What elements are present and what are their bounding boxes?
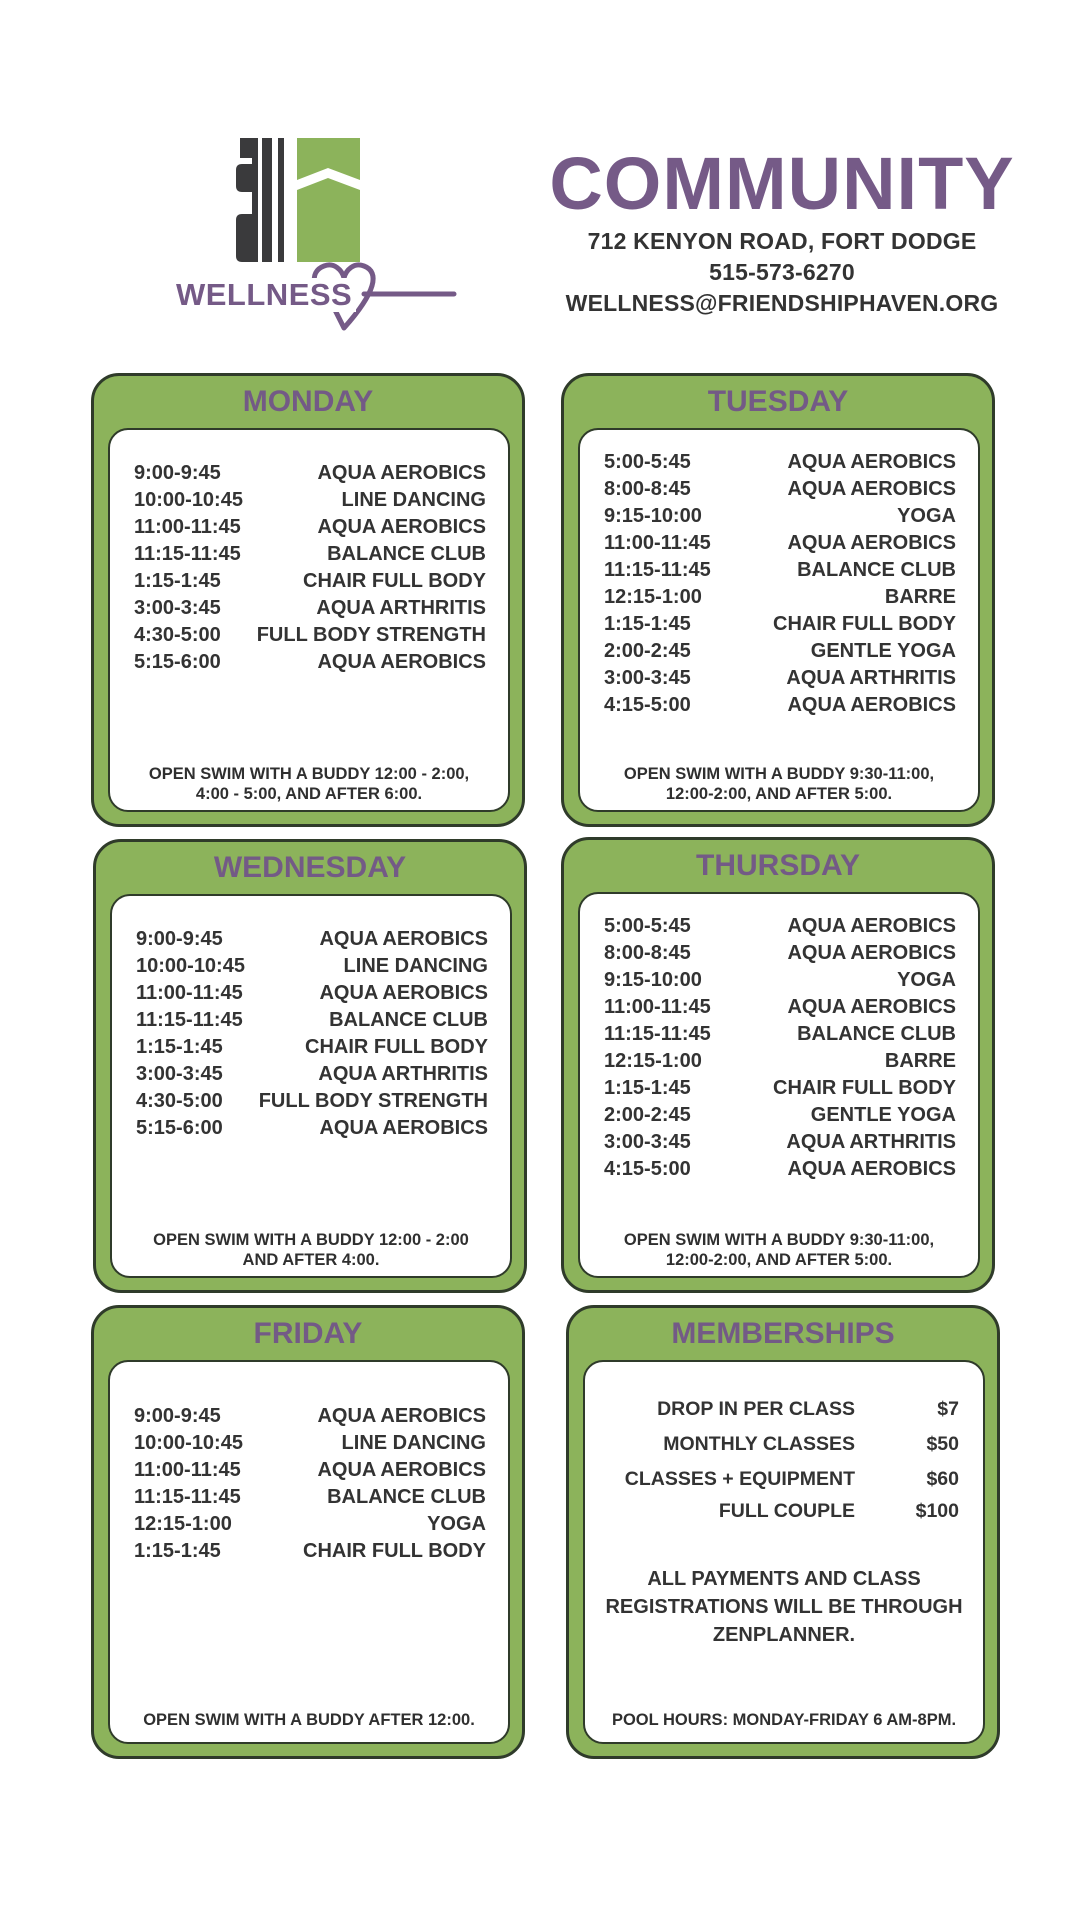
page-title: COMMUNITY [549,142,1015,225]
class-row [134,1484,486,1511]
class-row [136,1115,488,1142]
class-row [136,953,488,980]
class-time: 4:15-5:00 [604,694,691,716]
schedule-panel [108,428,510,812]
class-row [604,638,956,665]
class-time: 9:15-10:00 [604,969,702,991]
class-name: AQUA AEROBICS [317,516,486,538]
class-time: 11:15-11:45 [134,1486,241,1508]
class-time: 2:00-2:45 [604,1104,691,1126]
phone: 515-573-6270 [709,259,855,285]
class-time: 2:00-2:45 [604,640,691,662]
class-row [604,1048,956,1075]
class-list [604,913,956,1183]
class-name: CHAIR FULL BODY [773,613,956,635]
class-name: BALANCE CLUB [329,1009,488,1031]
class-time: 1:15-1:45 [604,613,691,635]
class-list [134,460,486,676]
class-time: 1:15-1:45 [134,1540,221,1562]
class-row [134,1457,486,1484]
wellness-logo-mark [172,132,462,344]
open-swim-note [592,764,966,804]
class-name: AQUA AEROBICS [319,928,488,950]
membership-name: CLASSES + EQUIPMENT [624,1468,855,1490]
class-name: YOGA [897,969,956,991]
note-line: AND AFTER 4:00. [242,1251,380,1269]
membership-price: $7 [937,1398,959,1420]
class-row [604,1075,956,1102]
class-name: BARRE [884,586,956,608]
class-time: 11:00-11:45 [604,996,711,1018]
class-name: AQUA ARTHRITIS [316,597,486,619]
class-row [134,622,486,649]
class-row [136,980,488,1007]
class-row [134,514,486,541]
class-time: 11:00-11:45 [604,532,711,554]
class-time: 12:15-1:00 [134,1513,232,1535]
memberships-title: MEMBERSHIPS [671,1317,895,1350]
day-title: WEDNESDAY [213,851,407,884]
class-time: 5:15-6:00 [136,1117,223,1139]
schedule-panel [108,1360,510,1744]
class-row [134,595,486,622]
class-time: 4:30-5:00 [136,1090,223,1112]
class-list [136,926,488,1142]
class-row [604,503,956,530]
class-row [134,460,486,487]
message-line: ZENPLANNER. [712,1624,856,1646]
class-row [604,1156,956,1183]
card-memberships [566,1305,1000,1759]
note-line: OPEN SWIM WITH A BUDDY 9:30-11:00, [623,765,935,783]
class-name: LINE DANCING [341,489,486,511]
class-time: 10:00-10:45 [134,1432,243,1454]
membership-price: $60 [926,1468,959,1490]
membership-row [607,1427,973,1462]
schedule-panel [110,894,512,1278]
membership-price: $100 [915,1500,959,1522]
class-time: 1:15-1:45 [604,1077,691,1099]
pool-hours [597,1710,971,1730]
class-row [134,1511,486,1538]
note-line: OPEN SWIM WITH A BUDDY 12:00 - 2:00, [148,765,470,783]
class-name: AQUA AEROBICS [317,651,486,673]
class-name: AQUA AEROBICS [787,532,956,554]
membership-row [607,1462,973,1497]
class-time: 1:15-1:45 [134,570,221,592]
class-time: 10:00-10:45 [136,955,245,977]
class-row [136,1061,488,1088]
class-name: LINE DANCING [343,955,488,977]
class-name: AQUA AEROBICS [319,982,488,1004]
class-row [604,449,956,476]
card-tuesday [561,373,995,827]
membership-name: MONTHLY CLASSES [663,1433,855,1455]
class-row [604,530,956,557]
membership-price: $50 [926,1433,959,1455]
class-name: AQUA ARTHRITIS [786,667,956,689]
class-name: CHAIR FULL BODY [303,570,486,592]
class-row [604,913,956,940]
class-row [604,557,956,584]
pool-hours-line: POOL HOURS: MONDAY-FRIDAY 6 AM-8PM. [611,1711,957,1729]
class-list [134,1403,486,1565]
class-name: AQUA AEROBICS [787,942,956,964]
class-row [604,940,956,967]
note-line: 12:00-2:00, AND AFTER 5:00. [665,1251,893,1269]
class-row [134,541,486,568]
class-row [136,1007,488,1034]
memberships-panel [583,1360,985,1744]
class-name: YOGA [897,505,956,527]
class-row [604,692,956,719]
day-title: THURSDAY [696,849,860,882]
class-row [134,649,486,676]
class-row [604,611,956,638]
class-name: GENTLE YOGA [810,640,956,662]
class-name: LINE DANCING [341,1432,486,1454]
class-time: 11:00-11:45 [134,516,241,538]
card-monday [91,373,525,827]
class-time: 11:15-11:45 [604,559,711,581]
open-swim-note [124,1230,498,1270]
day-title: TUESDAY [707,385,849,418]
class-time: 12:15-1:00 [604,586,702,608]
payment-message [599,1565,969,1649]
class-name: AQUA AEROBICS [319,1117,488,1139]
class-row [134,487,486,514]
class-time: 4:15-5:00 [604,1158,691,1180]
open-swim-note [122,1710,496,1730]
class-row [604,584,956,611]
class-row [134,1538,486,1565]
open-swim-note [592,1230,966,1270]
class-name: BALANCE CLUB [327,1486,486,1508]
open-swim-note [122,764,496,804]
note-line: OPEN SWIM WITH A BUDDY 9:30-11:00, [623,1231,935,1249]
class-name: BARRE [884,1050,956,1072]
logo-word: WELLNESS [176,278,356,312]
note-line: OPEN SWIM WITH A BUDDY 12:00 - 2:00 [153,1231,469,1249]
class-name: AQUA AEROBICS [317,1459,486,1481]
class-row [134,1430,486,1457]
day-title: MONDAY [242,385,374,418]
membership-row [607,1497,973,1525]
class-time: 3:00-3:45 [136,1063,223,1085]
class-name: FULL BODY STRENGTH [258,1090,488,1112]
class-time: 9:00-9:45 [134,462,221,484]
membership-name: DROP IN PER CLASS [657,1398,855,1420]
class-row [604,994,956,1021]
class-time: 5:00-5:45 [604,451,691,473]
class-time: 11:00-11:45 [136,982,243,1004]
membership-price-list [607,1392,973,1525]
class-time: 9:15-10:00 [604,505,702,527]
class-time: 11:15-11:45 [134,543,241,565]
class-time: 3:00-3:45 [604,667,691,689]
class-name: AQUA AEROBICS [787,915,956,937]
class-name: BALANCE CLUB [327,543,486,565]
class-row [604,476,956,503]
class-time: 11:15-11:45 [136,1009,243,1031]
class-time: 11:15-11:45 [604,1023,711,1045]
address: 712 KENYON ROAD, FORT DODGE [587,228,977,254]
header [548,142,1016,319]
class-row [134,1403,486,1430]
note-line: OPEN SWIM WITH A BUDDY AFTER 12:00. [143,1711,475,1729]
class-time: 11:00-11:45 [134,1459,241,1481]
class-time: 9:00-9:45 [136,928,223,950]
schedule-panel [578,892,980,1278]
class-row [136,1088,488,1115]
wellness-logo [172,132,462,344]
class-name: AQUA AEROBICS [787,478,956,500]
schedule-panel [578,428,980,812]
class-row [136,926,488,953]
class-name: BALANCE CLUB [797,1023,956,1045]
card-friday [91,1305,525,1759]
membership-name: FULL COUPLE [718,1500,855,1522]
class-time: 8:00-8:45 [604,942,691,964]
class-time: 5:15-6:00 [134,651,221,673]
class-name: AQUA AEROBICS [787,694,956,716]
class-row [134,568,486,595]
class-name: CHAIR FULL BODY [773,1077,956,1099]
note-line: 12:00-2:00, AND AFTER 5:00. [665,785,893,803]
class-row [604,665,956,692]
class-name: GENTLE YOGA [810,1104,956,1126]
class-name: YOGA [427,1513,486,1535]
class-row [136,1034,488,1061]
class-row [604,1102,956,1129]
class-row [604,1021,956,1048]
message-line: REGISTRATIONS WILL BE THROUGH [605,1596,963,1618]
class-time: 9:00-9:45 [134,1405,221,1427]
class-name: AQUA AEROBICS [317,1405,486,1427]
class-name: AQUA AEROBICS [317,462,486,484]
class-name: AQUA ARTHRITIS [786,1131,956,1153]
class-name: BALANCE CLUB [797,559,956,581]
class-name: FULL BODY STRENGTH [256,624,486,646]
class-time: 8:00-8:45 [604,478,691,500]
class-name: AQUA AEROBICS [787,451,956,473]
card-thursday [561,837,995,1293]
message-line: ALL PAYMENTS AND CLASS [647,1568,921,1590]
class-name: AQUA AEROBICS [787,996,956,1018]
class-time: 12:15-1:00 [604,1050,702,1072]
class-time: 3:00-3:45 [134,597,221,619]
class-time: 1:15-1:45 [136,1036,223,1058]
note-line: 4:00 - 5:00, AND AFTER 6:00. [195,785,423,803]
class-name: AQUA ARTHRITIS [318,1063,488,1085]
class-name: CHAIR FULL BODY [305,1036,488,1058]
class-name: CHAIR FULL BODY [303,1540,486,1562]
class-row [604,1129,956,1156]
class-time: 4:30-5:00 [134,624,221,646]
class-time: 10:00-10:45 [134,489,243,511]
membership-row [607,1392,973,1427]
class-row [604,967,956,994]
class-time: 5:00-5:45 [604,915,691,937]
class-time: 3:00-3:45 [604,1131,691,1153]
class-name: AQUA AEROBICS [787,1158,956,1180]
card-wednesday [93,839,527,1293]
email: WELLNESS@FRIENDSHIPHAVEN.ORG [565,290,999,316]
class-list [604,449,956,719]
day-title: FRIDAY [253,1317,363,1350]
